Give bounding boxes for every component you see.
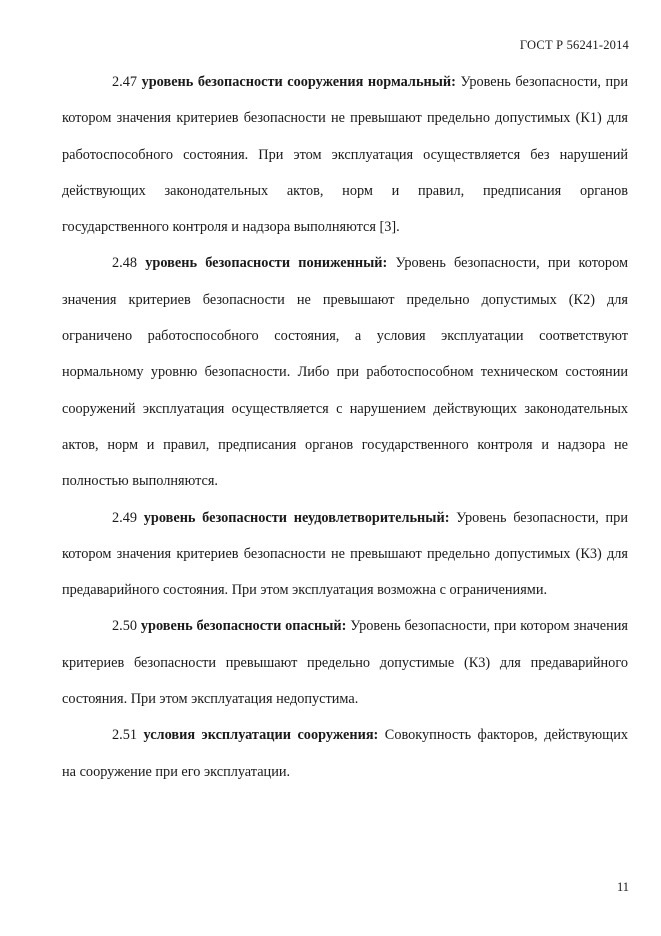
standard-code: ГОСТ Р 56241-2014: [519, 38, 629, 52]
term: уровень безопасности неудовлетворительный:: [143, 509, 450, 526]
page-footer: [617, 880, 629, 895]
clause-number: 2.48: [112, 255, 138, 272]
term: уровень безопасности сооружения нормальный:: [141, 74, 456, 90]
definition-2-49: [62, 500, 628, 609]
definition-text: Уровень безопасности, при котором значения критериев безопасности превышают предельно допустимые (К3) для предаварийного состояния. При этом эксплуатация недопустима.: [62, 618, 628, 708]
definition-2-48: [62, 245, 628, 499]
clause-number: 2.49: [112, 509, 138, 526]
definition-2-50: [62, 608, 628, 717]
clause-number: 2.47: [112, 74, 138, 90]
definition-text: Уровень безопасности, при котором значения критериев безопасности не превышают предельно допустимых (К3) для предаварийного состояния. При этом эксплуатация возможна с ограничениями.: [62, 509, 628, 599]
term: уровень безопасности пониженный:: [145, 255, 388, 272]
definition-2-47: [62, 64, 628, 245]
clause-number: 2.50: [112, 618, 138, 635]
clause-number: 2.51: [112, 727, 138, 744]
term: условия эксплуатации сооружения:: [143, 727, 379, 744]
definition-text: Совокупность факторов, действующих на сооружение при его эксплуатации.: [62, 727, 628, 780]
definition-text: Уровень безопасности, при котором значения критериев безопасности не превышают предельно допустимых (К2) для ограничено работоспособного состояния, а условия эксплуатации соответствуют нормальному уровню безопасности. Либо при работоспособном техническом состоянии сооружений эксплуатация осуществляется с нарушением действующих законодательных актов, норм и правил, предписания органов государственного контроля и надзора не полностью выполняются.: [62, 255, 629, 490]
term: уровень безопасности опасный:: [140, 618, 347, 635]
document-body: [62, 64, 628, 790]
definition-2-51: [62, 717, 628, 790]
document-header: [520, 38, 629, 53]
definition-text: Уровень безопасности, при котором значения критериев безопасности не превышают предельно допустимых (К1) для работоспособного состояния. При этом эксплуатация осуществляется без нарушений действующих законодательных актов, норм и правил, предписания органов государственного контроля и надзора выполняются [3].: [62, 74, 628, 236]
page-number: 11: [616, 880, 629, 894]
